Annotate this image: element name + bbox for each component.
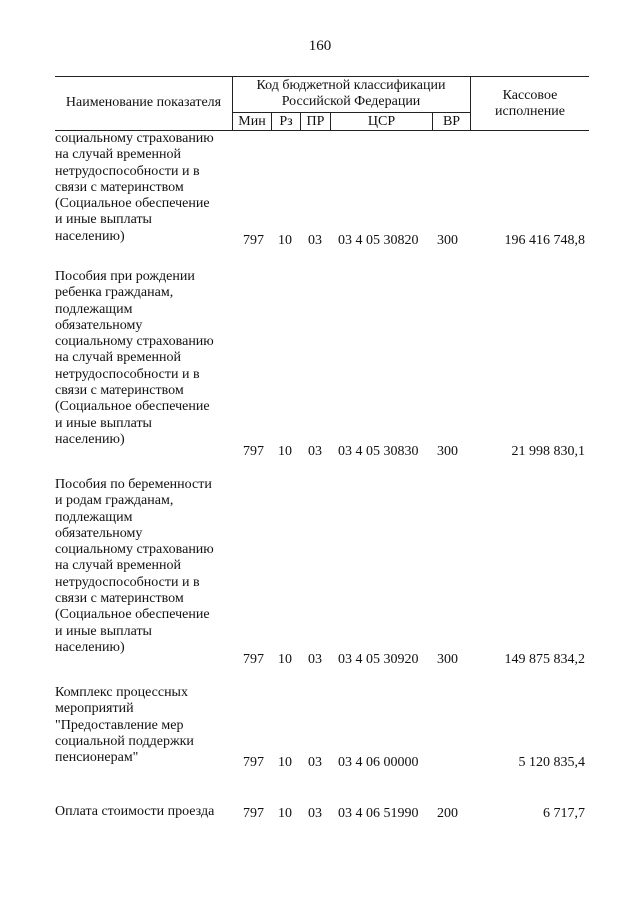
row-min: 797	[243, 805, 264, 821]
row-amount: 5 120 835,4	[518, 754, 585, 770]
table-row	[0, 131, 640, 249]
header-pr: ПР	[306, 114, 325, 129]
header-amount-column: Кассовое исполнение	[495, 88, 565, 119]
row-rz: 10	[278, 805, 292, 821]
row-pr: 03	[308, 443, 322, 459]
row-name: Оплата стоимости проезда	[55, 804, 215, 819]
row-vr: 300	[437, 651, 458, 667]
row-min: 797	[243, 651, 264, 667]
row-csr: 03 4 06 00000	[338, 754, 419, 770]
row-vr: 200	[437, 805, 458, 821]
code-subheader-rule	[232, 112, 470, 113]
table-row	[0, 685, 640, 771]
row-name: социальному страхованию на случай временной нетрудоспособности и в связи с материнством (Социальное обеспечение и иные выплаты населению)	[55, 131, 214, 244]
row-pr: 03	[308, 232, 322, 248]
row-vr: 300	[437, 232, 458, 248]
table-row	[0, 269, 640, 460]
row-rz: 10	[278, 443, 292, 459]
row-name: Пособия по беременности и родам гражданам, подлежащим обязательному социальному страхованию на случай временной нетрудоспособности и в связи с материнством (Социальное обеспечение и иные выплаты населению)	[55, 477, 214, 655]
row-amount: 196 416 748,8	[504, 232, 585, 248]
row-rz: 10	[278, 232, 292, 248]
table-row	[0, 804, 640, 822]
row-min: 797	[243, 443, 264, 459]
row-name: Пособия при рождении ребенка гражданам, подлежащим обязательному социальному страхованию на случай временной нетрудоспособности и в связи с материнством (Социальное обеспечение и иные выплаты населению)	[55, 269, 214, 447]
row-name: Комплекс процессных мероприятий "Предоставление мер социальной поддержки пенсионерам"	[55, 685, 194, 766]
header-top-rule	[55, 76, 589, 77]
header-rz: Рз	[279, 114, 293, 129]
row-rz: 10	[278, 651, 292, 667]
row-min: 797	[243, 754, 264, 770]
row-csr: 03 4 05 30830	[338, 443, 419, 459]
row-amount: 21 998 830,1	[511, 443, 585, 459]
page-number: 160	[308, 38, 332, 54]
header-vr: ВР	[442, 114, 461, 129]
header-csr: ЦСР	[367, 114, 396, 129]
row-pr: 03	[308, 754, 322, 770]
row-pr: 03	[308, 805, 322, 821]
table-row	[0, 477, 640, 668]
header-min: Мин	[238, 114, 266, 129]
row-min: 797	[243, 232, 264, 248]
row-csr: 03 4 05 30920	[338, 651, 419, 667]
col-divider-2	[470, 76, 471, 131]
row-pr: 03	[308, 651, 322, 667]
row-csr: 03 4 05 30820	[338, 232, 419, 248]
row-amount: 6 717,7	[543, 805, 585, 821]
row-amount: 149 875 834,2	[504, 651, 585, 667]
row-vr: 300	[437, 443, 458, 459]
row-csr: 03 4 06 51990	[338, 805, 419, 821]
header-name-column: Наименование показателя	[65, 95, 222, 110]
header-code-group: Код бюджетной классификации Российской Федерации	[256, 78, 446, 109]
row-rz: 10	[278, 754, 292, 770]
